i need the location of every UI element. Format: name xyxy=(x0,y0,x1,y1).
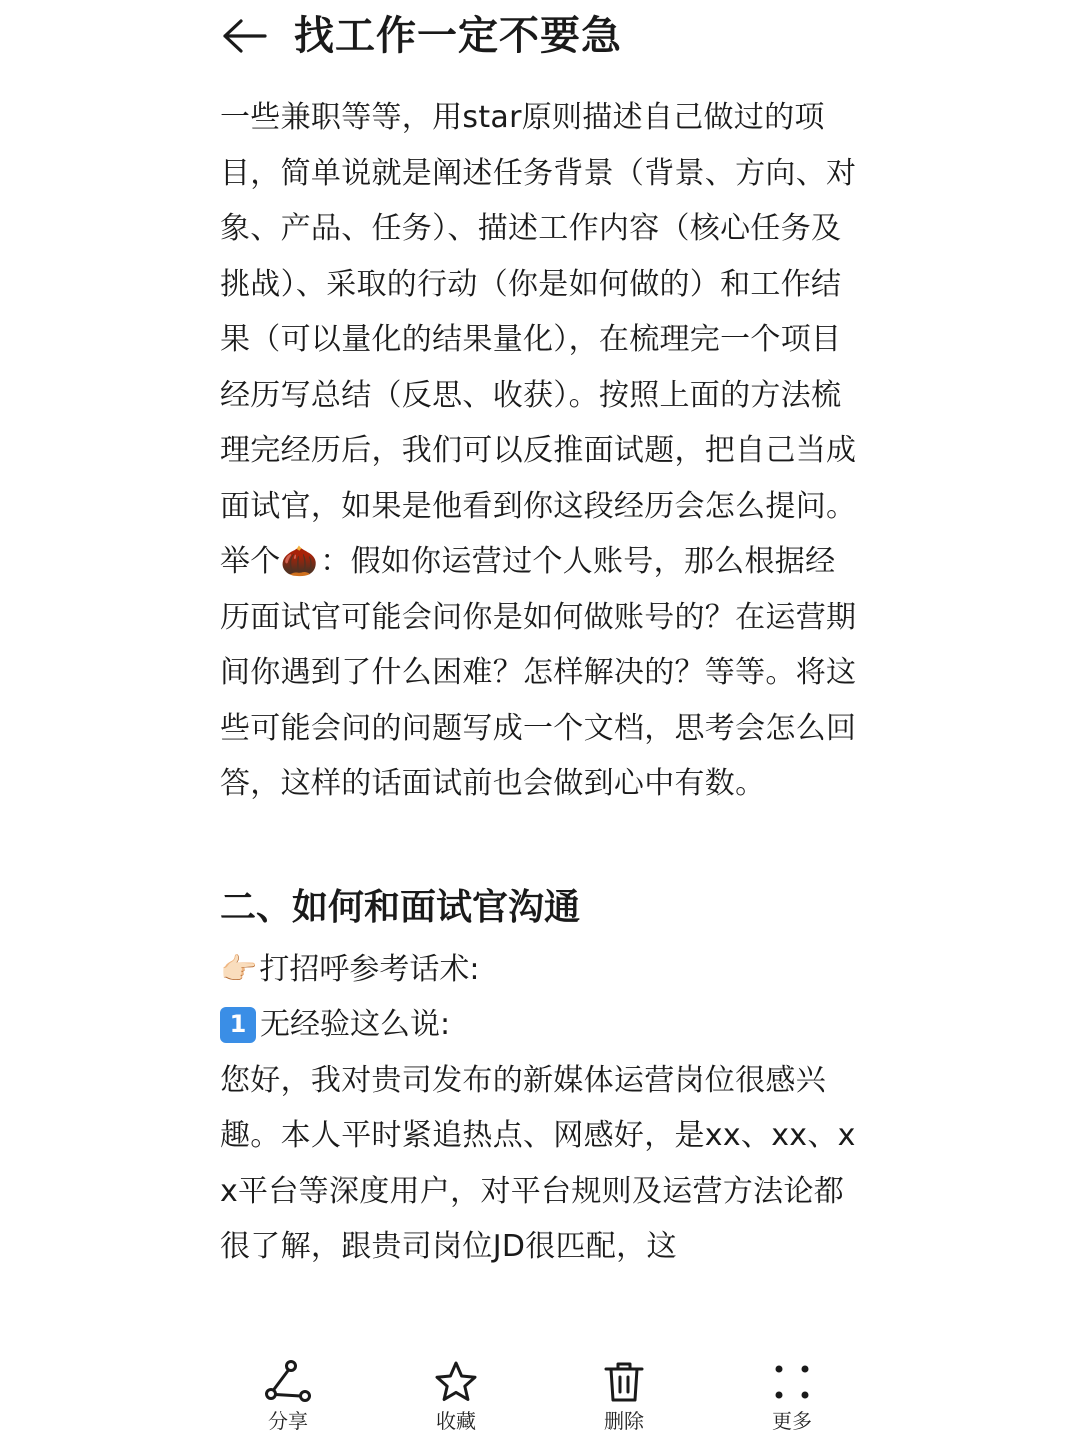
spacer xyxy=(220,812,860,876)
favorite-button[interactable] xyxy=(396,1358,516,1438)
intro-paragraph: 一些兼职等等，用star原则描述自己做过的项目，简单说就是阐述任务背景（背景、方向、对象、产品、任务）、描述工作内容（核心任务及挑战）、采取的行动（你是如何做的）和工作结果（可以量化的结果量化），在梳理完一个项目经历写总结（反思、收获）。按照上面的方法梳理完经历后，我们可以反推面试题，把自己当成面试官，如果是他看到你这段经历会怎么提问。 xyxy=(220,100,857,524)
no-experience-label: 无经验这么说: xyxy=(260,1007,451,1042)
more-button[interactable] xyxy=(732,1358,852,1438)
note-content[interactable] xyxy=(220,90,860,1338)
section-heading: 二、如何和面试官沟通 xyxy=(220,886,581,928)
example-paragraph xyxy=(220,534,860,812)
chestnut-icon: 🌰 xyxy=(280,544,319,579)
number-one-icon: 1 xyxy=(220,1007,256,1043)
greeting-paragraph: 您好，我对贵司发布的新媒体运营岗位很感兴趣。本人平时紧追热点、网感好，是xx、xx、xx平台等深度用户，对平台规则及运营方法论都很了解，跟贵司岗位JD很匹配，这 xyxy=(220,1062,856,1264)
back-button[interactable] xyxy=(216,10,272,62)
share-button[interactable] xyxy=(228,1358,348,1438)
pointing-hand-icon: 👉🏻 xyxy=(220,951,258,987)
example-text: ：假如你运营过个人账号，那么根据经历面试官可能会问你是如何做账号的？在运营期间你遇到了什么困难？怎样解决的？等等。将这些可能会问的问题写成一个文档，思考会怎么回答，这样的话面试前也会做到心中有数。 xyxy=(220,544,857,801)
greeting-label: 打招呼参考话术: xyxy=(259,951,480,987)
greeting-label-line xyxy=(220,942,860,998)
arrow-left-icon xyxy=(221,18,267,54)
more-label: 更多 xyxy=(772,1409,812,1433)
share-icon xyxy=(264,1360,312,1404)
favorite-label: 收藏 xyxy=(436,1409,476,1433)
delete-button[interactable] xyxy=(564,1358,684,1438)
no-experience-line xyxy=(220,997,860,1053)
share-label: 分享 xyxy=(268,1409,308,1433)
header-bar xyxy=(0,0,1080,80)
more-dots-icon xyxy=(770,1360,814,1404)
delete-label: 删除 xyxy=(604,1409,644,1433)
bottom-toolbar xyxy=(0,1340,1080,1440)
example-prefix: 举个 xyxy=(220,544,281,579)
trash-icon xyxy=(602,1360,646,1404)
page-title: 找工作一定不要急 xyxy=(294,13,622,59)
star-icon xyxy=(433,1360,479,1404)
